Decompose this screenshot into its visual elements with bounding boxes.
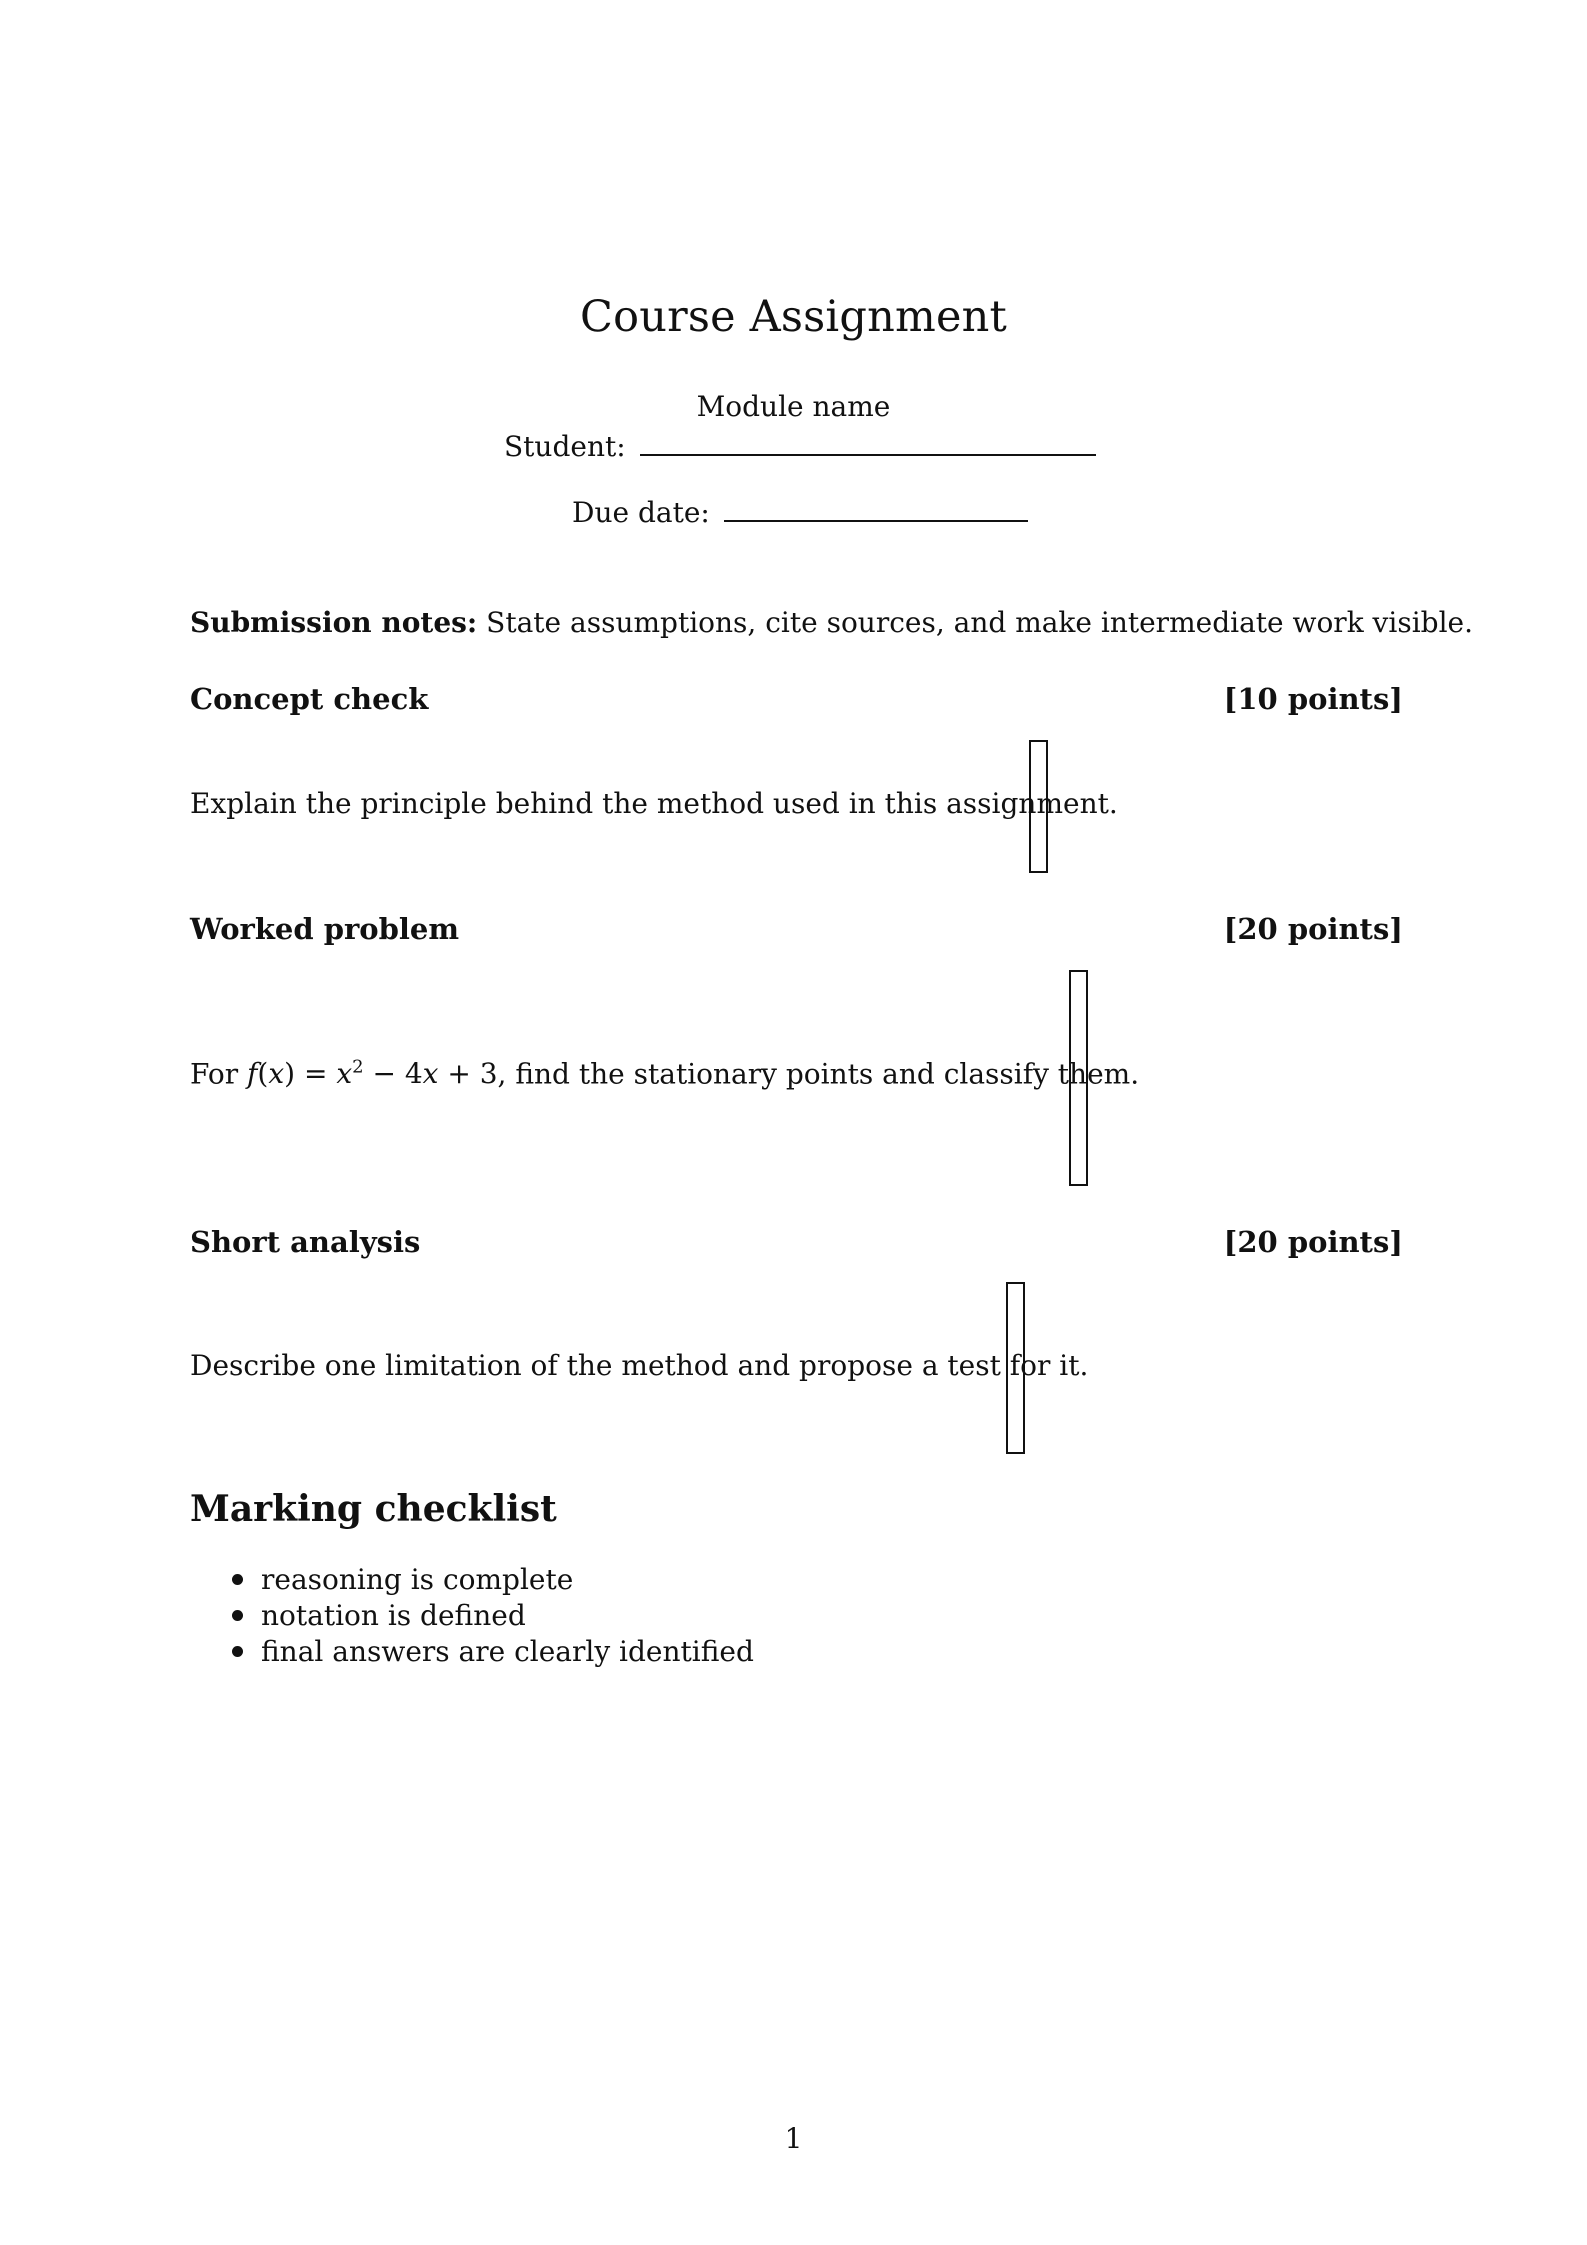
student-label: Student:: [504, 430, 626, 463]
submission-notes: [190, 606, 1473, 639]
page-title: Course Assignment: [580, 292, 1007, 342]
module-name: Module name: [696, 390, 891, 423]
question-points: [20 points]: [1223, 1225, 1403, 1259]
question-points: [20 points]: [1223, 912, 1403, 946]
due-date-label: Due date:: [572, 496, 710, 529]
function-formula: $f(x) = x^2 - 4x + 3$: [247, 1057, 498, 1091]
question-title: Short analysis: [190, 1225, 421, 1259]
due-date-line[interactable]: [724, 494, 1028, 522]
submission-notes-label: Submission notes:: [190, 606, 478, 639]
question-text: Describe one limitation of the method and propose a test for it.: [190, 1349, 1089, 1382]
question-title: Worked problem: [190, 912, 460, 946]
bullet-icon: [232, 1574, 243, 1585]
question-text-suffix: , find the stationary points and classify them.: [497, 1057, 1140, 1091]
question-heading-worked-problem: [190, 912, 1403, 946]
list-item: [232, 1634, 754, 1670]
question-text: [190, 1057, 1139, 1090]
marking-checklist: [232, 1562, 754, 1670]
question-text-prefix: For: [190, 1057, 248, 1091]
checklist-title: Marking checklist: [190, 1488, 557, 1530]
student-line[interactable]: [640, 428, 1096, 456]
list-item-text: notation is defined: [261, 1599, 526, 1632]
bullet-icon: [232, 1610, 243, 1621]
question-heading-short-analysis: [190, 1225, 1403, 1259]
list-item-text: reasoning is complete: [261, 1563, 574, 1596]
answer-box[interactable]: [1006, 1282, 1025, 1454]
due-date-field-row: [572, 494, 1028, 529]
question-title: Concept check: [190, 682, 429, 716]
list-item-text: final answers are clearly identified: [261, 1635, 754, 1668]
list-item: [232, 1562, 754, 1598]
bullet-icon: [232, 1646, 243, 1657]
answer-box[interactable]: [1029, 740, 1048, 873]
question-heading-concept-check: [190, 682, 1403, 716]
answer-box[interactable]: [1069, 970, 1088, 1186]
submission-notes-text: State assumptions, cite sources, and make intermediate work visible.: [486, 606, 1474, 639]
list-item: [232, 1598, 754, 1634]
question-points: [10 points]: [1223, 682, 1403, 716]
question-text: Explain the principle behind the method used in this assignment.: [190, 787, 1118, 820]
student-field-row: [504, 428, 1096, 463]
page-number: 1: [784, 2122, 803, 2155]
